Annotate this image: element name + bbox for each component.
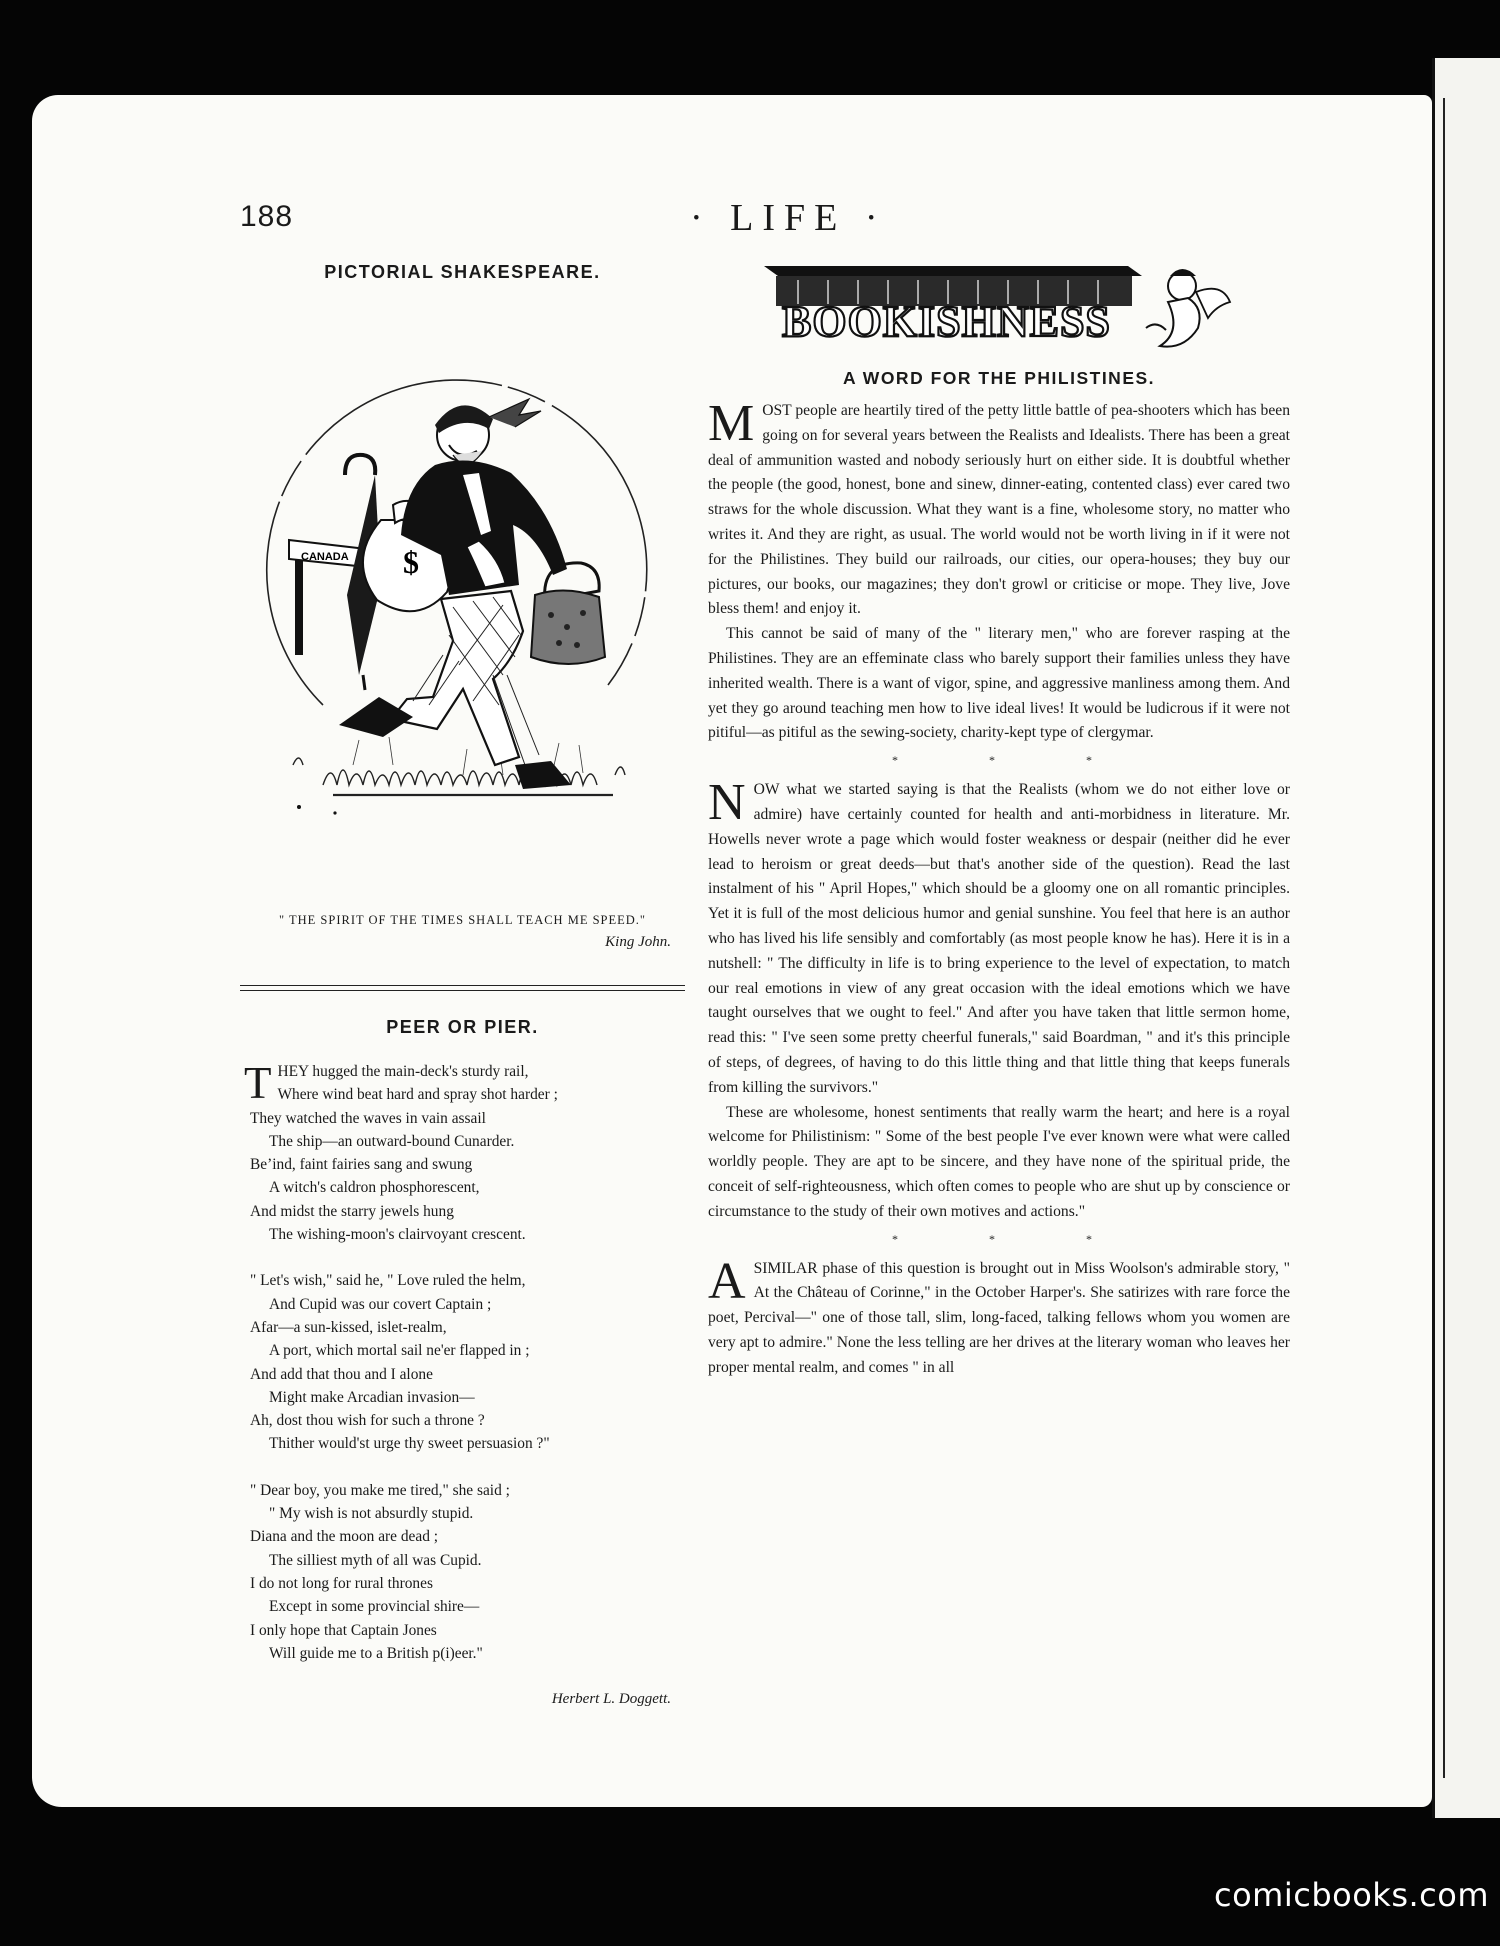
article-paragraph: These are wholesome, honest sentiments that really warm the heart; and here is a royal welcome for Philistinism: " Some of the best people I've ever known were what were called worldly people. They are apt to be sincere, and they have none of the spiritual pride, the conceit of self-righteousness, which often comes to people who are shut up by conscience or circumstance to the study of their own motives and actions." xyxy=(708,1103,1290,1220)
poem-body xyxy=(240,1060,685,1711)
article-title: A WORD FOR THE PHILISTINES. xyxy=(842,368,1156,388)
poem-line: Diana and the moon are dead ; xyxy=(250,1528,439,1546)
article-paragraph: MOST people are heartily tired of the petty little battle of pea-shooters which has been going on for several years between the Realists and Idealists. There has been a great deal of ammunition wasted and nobody seriously hurt on either side. It is doubtful whether the people (the good, honest, bone and sinew, dinner-eating, contented class) ever cared two straws for the whole discussion. What they want is a fine, wholesome story, no matter who writes it. And they are right, as usual. The world would not be worth living in if it were not for the Philistines. They build our railroads, our cities, our opera-houses; they buy our pictures, our books, our magazines; they don't growl or criticise or mope. They live, Jove bless them! and enjoy it. xyxy=(708,395,1290,618)
poem-line: Ah, dost thou wish for such a throne ? xyxy=(250,1412,485,1430)
cartoon-caption: " THE SPIRIT OF THE TIMES SHALL TEACH ME SPEED." xyxy=(278,913,647,927)
poem-line: " Let's wish," said he, " Love ruled the helm, xyxy=(250,1272,526,1290)
poem-stanza xyxy=(244,1058,685,1246)
poem-line: Will guide me to a British p(i)eer." xyxy=(269,1644,483,1662)
section-divider xyxy=(240,985,685,991)
banner-lettering: BOOKISHNESS xyxy=(782,297,1111,346)
poem-line: The ship—an outward-bound Cunarder. xyxy=(269,1132,515,1150)
article-drop-cap: M xyxy=(708,395,755,452)
article-drop-cap: A xyxy=(708,1252,746,1310)
poem-line: Might make Arcadian invasion— xyxy=(269,1388,475,1406)
bag-dollar-sign: $ xyxy=(402,544,419,580)
poem-line: Afar—a sun-kissed, islet-realm, xyxy=(250,1318,447,1336)
poem-line: And midst the starry jewels hung xyxy=(250,1202,454,1220)
poem-line: The silliest myth of all was Cupid. xyxy=(269,1551,482,1569)
facing-page-edge xyxy=(1432,58,1500,1818)
poem-line: A witch's caldron phosphorescent, xyxy=(269,1179,480,1197)
article-body xyxy=(708,395,1290,1380)
poem-line: " Dear boy, you make me tired," she said ; xyxy=(250,1481,510,1499)
poem-line: Beʼind, faint fairies sang and swung xyxy=(250,1156,473,1174)
page-number: 188 xyxy=(240,200,294,233)
poem-line: Except in some provincial shire— xyxy=(269,1598,480,1616)
poem-line: And Cupid was our covert Captain ; xyxy=(269,1295,492,1313)
poem-line: The wishing-moon's clairvoyant crescent. xyxy=(269,1226,526,1244)
poem-line: THEY hugged the main-deck's sturdy rail, xyxy=(244,1058,529,1108)
poem-line: I do not long for rural thrones xyxy=(250,1574,433,1592)
poem-drop-cap: T xyxy=(244,1058,272,1108)
caption-attribution: King John. xyxy=(605,934,671,950)
section-separator-stars: * * * xyxy=(892,1231,1136,1246)
right-column xyxy=(708,262,1290,1380)
poem-stanza xyxy=(250,1269,685,1455)
poem-line: A port, which mortal sail ne'er flapped in ; xyxy=(269,1342,530,1360)
poem-line: Where wind beat hard and spray shot harder ; xyxy=(277,1086,558,1104)
section-separator-stars: * * * xyxy=(892,753,1136,768)
cartoon-illustration xyxy=(263,345,663,885)
poem-author: Herbert L. Doggett. xyxy=(551,1691,671,1708)
sign-text: CANADA xyxy=(300,551,349,563)
left-column xyxy=(240,262,685,1711)
section-title-pictorial: PICTORIAL SHAKESPEARE. xyxy=(324,262,601,282)
site-watermark: comicbooks.com xyxy=(1214,1876,1490,1914)
article-drop-cap: N xyxy=(708,774,746,832)
article-paragraph: ASIMILAR phase of this question is brought out in Miss Woolson's admirable story, " At the Château of Corinne," in the October Harper's. She satirizes with rare force the poet, Percival—" one of those tall, slim, long-faced, talking fellows whom you women are very apt to admire." None the less telling are her drives at the literary woman who leaves her proper mental realm, and comes " in all xyxy=(708,1252,1290,1376)
article-paragraph: NOW what we started saying is that the Realists (whom we do not either love or admire) have certainly counted for health and anti-morbidness in literature. Mr. Howells never wrote a page which would foster weakness or despair (neither did he ever lead to heroism or great deeds—but that's another side of the question). Read the last instalment of his " April Hopes," which should be a gloomy one on all romantic principles. Yet it is full of the most delicious humor and genial sunshine. You feel that here is an author who has lived his life sensibly and comfortably (as most people know he has). Here it is in a nutshell: " The difficulty in life is to bring experience to the level of expectation, to match our real emotions in view of any great occasion with the ideal emotions which we have taught ourselves that we ought to feel." And after you have taken that little sermon home, read this: " I've seen some pretty cheerful funerals," said Boardman, " and it's this principle of steps, of degrees, of having to do this little thing and that little thing that keeps funerals from killing the survivors." xyxy=(708,774,1290,1096)
poem-line: And add that thou and I alone xyxy=(250,1365,433,1383)
masthead-title: · LIFE · xyxy=(690,197,887,239)
poem-stanza xyxy=(250,1479,685,1665)
poem-line: They watched the waves in vain assail xyxy=(250,1109,486,1127)
article-paragraph: This cannot be said of many of the " literary men," who are forever rasping at the Philistines. They are an effeminate class who barely support their families unless they have inherited wealth. There is a want of vigor, spine, and aggressive manliness among them. And yet they go around teaching men how to live ideal lives! It would be ludicrous if it were not pitiful—as pitiful as the sewing-society, charity-kept type of clergymar. xyxy=(708,625,1290,742)
poem-line: " My wish is not absurdly stupid. xyxy=(269,1505,474,1523)
poem-line: I only hope that Captain Jones xyxy=(250,1621,437,1639)
bookishness-banner xyxy=(758,262,1238,358)
poem-line: Thither would'st urge thy sweet persuasion ?" xyxy=(269,1435,550,1453)
poem-title: PEER OR PIER. xyxy=(386,1017,539,1037)
